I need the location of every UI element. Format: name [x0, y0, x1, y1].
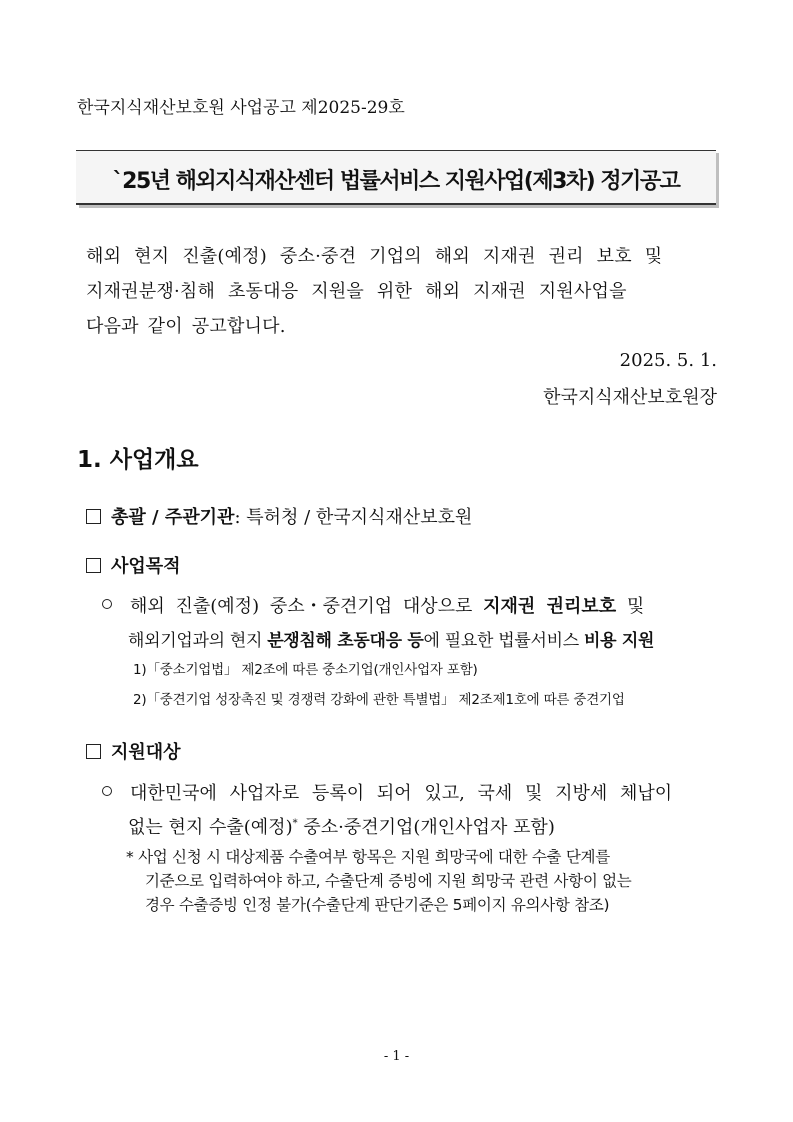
purpose-label: 사업목적 [111, 556, 181, 577]
checkbox-square-icon [86, 744, 101, 759]
intro-line: 지재권분쟁·침해 초동대응 지원을 위한 해외 지재권 지원사업을 [86, 281, 627, 302]
target-text: 없는 현지 수출(예정) [128, 817, 293, 838]
footnote: 1)「중소기업법」 제2조에 따른 중소기업(개인사업자 포함) [133, 662, 478, 678]
target-line [102, 779, 672, 805]
purpose-emphasis: 비용 지원 [583, 631, 655, 651]
purpose-line [102, 592, 644, 618]
notice-date: 2025. 5. 1. [619, 350, 717, 371]
target-label: 지원대상 [111, 742, 181, 763]
page-number: - 1 - [383, 1049, 410, 1064]
asterisk-mark: * [292, 818, 298, 829]
document-title: `25년 해외지식재산센터 법률서비스 지원사업(제3차) 정기공고 [112, 169, 680, 194]
checkbox-square-icon [86, 558, 101, 573]
purpose-heading [86, 552, 181, 578]
purpose-text: 해외기업과의 현지 [128, 631, 268, 651]
checkbox-square-icon [86, 509, 101, 524]
footnote: 2)「중견기업 성장촉진 및 경쟁력 강화에 관한 특별법」 제2조제1호에 따른 중견기업 [133, 692, 625, 708]
target-line [128, 813, 555, 839]
purpose-emphasis: 분쟁침해 초동대응 등 [267, 631, 424, 651]
section-heading: 1. 사업개요 [77, 447, 199, 473]
title-box [76, 150, 716, 205]
purpose-emphasis: 지재권 권리보호 [483, 596, 617, 617]
purpose-text: 해외 진출(예정) 중소・중견기업 대상으로 [130, 596, 484, 617]
purpose-line [128, 626, 654, 651]
target-text: 대한민국에 사업자로 등록이 되어 있고, 국세 및 지방세 체납이 [130, 783, 673, 804]
notice-number: 한국지식재산보호원 사업공고 제2025-29호 [77, 98, 405, 118]
issuer: 한국지식재산보호원장 [543, 387, 717, 408]
intro-line: 다음과 같이 공고합니다. [86, 316, 286, 337]
asterisk-note: * 사업 신청 시 대상제품 수출여부 항목은 지원 희망국에 대한 수출 단계를 [126, 848, 610, 866]
circle-bullet-icon [102, 599, 112, 609]
target-heading [86, 738, 181, 764]
intro-line: 해외 현지 진출(예정) 중소·중견 기업의 해외 지재권 권리 보호 및 [86, 246, 663, 267]
purpose-text: 및 [616, 596, 645, 617]
agency-label: 총괄 / 주관기관 [111, 507, 235, 528]
asterisk-note: 경우 수출증빙 인정 불가(수출단계 판단기준은 5페이지 유의사항 참조) [145, 896, 610, 914]
circle-bullet-icon [102, 786, 112, 796]
target-text: 중소·중견기업(개인사업자 포함) [297, 817, 555, 838]
asterisk-note: 기준으로 입력하여야 하고, 수출단계 증빙에 지원 희망국 관련 사항이 없는 [145, 872, 632, 890]
agency-value: : 특허청 / 한국지식재산보호원 [234, 507, 473, 528]
agency-row [86, 503, 472, 529]
purpose-text: 에 필요한 법률서비스 [423, 631, 584, 651]
